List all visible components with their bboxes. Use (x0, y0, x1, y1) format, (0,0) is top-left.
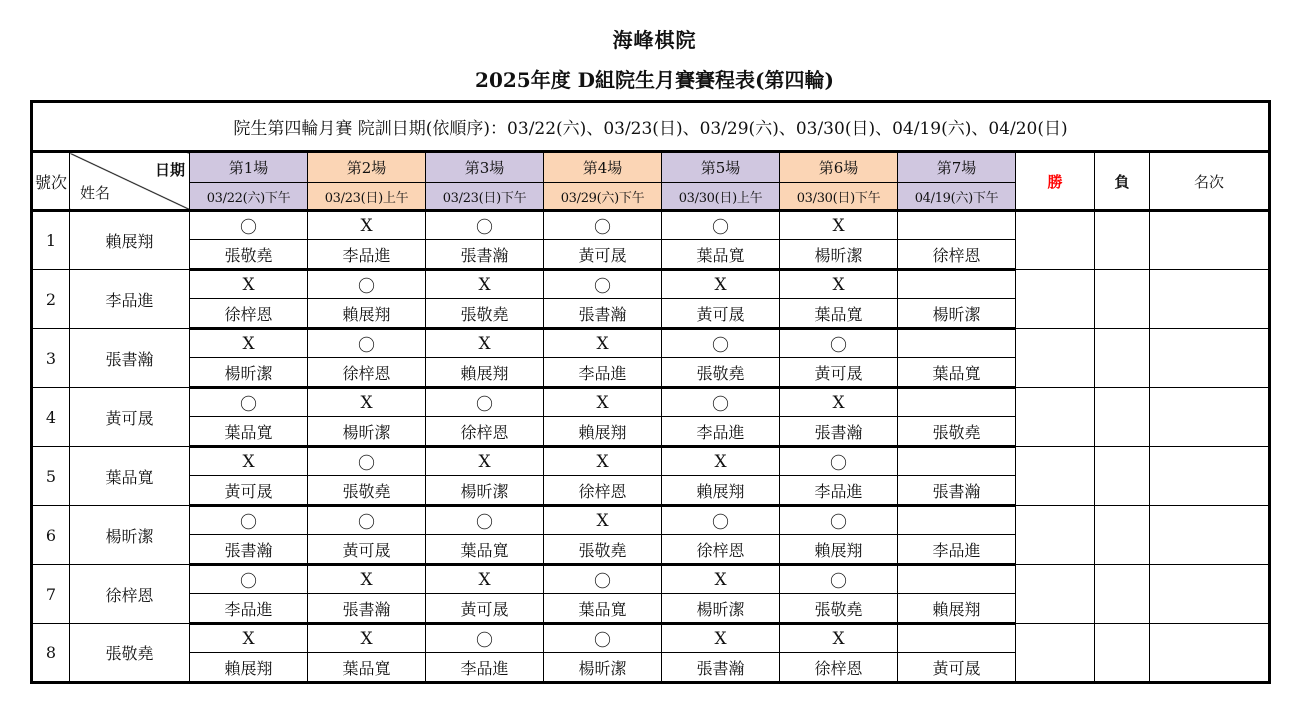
match-result (898, 211, 1016, 240)
player-result-row (32, 506, 1270, 535)
match-result: 〇 (662, 506, 780, 535)
opponent-name: 徐梓恩 (544, 476, 662, 506)
opponent-name: 張書瀚 (308, 594, 426, 624)
match-result: X (544, 447, 662, 476)
round-label: 第7場 (898, 152, 1016, 183)
opponent-name: 張敬堯 (662, 358, 780, 388)
match-result: X (662, 624, 780, 653)
round-label: 第3場 (426, 152, 544, 183)
match-result: X (308, 211, 426, 240)
match-result: 〇 (544, 624, 662, 653)
opponent-name: 李品進 (308, 240, 426, 270)
opponent-name: 葉品寬 (426, 535, 544, 565)
match-result: X (662, 447, 780, 476)
opponent-name: 賴展翔 (662, 476, 780, 506)
win-count (1016, 624, 1095, 683)
opponent-name: 徐梓恩 (898, 240, 1016, 270)
schedule-table (30, 100, 1271, 684)
round-date: 03/30(日)上午 (662, 183, 780, 211)
match-result: 〇 (308, 329, 426, 358)
match-result: 〇 (544, 211, 662, 240)
round-date: 03/30(日)下午 (780, 183, 898, 211)
opponent-name: 葉品寬 (662, 240, 780, 270)
match-result: 〇 (426, 624, 544, 653)
round-label: 第4場 (544, 152, 662, 183)
opponent-name: 葉品寬 (190, 417, 308, 447)
rank-value (1150, 447, 1270, 506)
match-result: X (780, 624, 898, 653)
opponent-name: 徐梓恩 (308, 358, 426, 388)
opponent-name: 黃可晟 (426, 594, 544, 624)
opponent-name: 賴展翔 (308, 299, 426, 329)
match-result: X (308, 624, 426, 653)
header-date: 日期 (154, 161, 185, 179)
player-number: 2 (32, 270, 70, 329)
player-number: 7 (32, 565, 70, 624)
round-date: 03/22(六)下午 (190, 183, 308, 211)
lose-count (1095, 270, 1150, 329)
match-result: 〇 (544, 270, 662, 299)
player-result-row (32, 447, 1270, 476)
match-result (898, 506, 1016, 535)
opponent-name: 葉品寬 (898, 358, 1016, 388)
win-count (1016, 565, 1095, 624)
match-result: X (426, 565, 544, 594)
player-result-row (32, 624, 1270, 653)
header-lose: 負 (1095, 152, 1150, 211)
match-result (898, 329, 1016, 358)
opponent-name: 黃可晟 (308, 535, 426, 565)
lose-count (1095, 329, 1150, 388)
match-result (898, 270, 1016, 299)
win-count (1016, 270, 1095, 329)
match-result: X (426, 447, 544, 476)
match-result: 〇 (780, 506, 898, 535)
match-result (898, 624, 1016, 653)
win-count (1016, 211, 1095, 270)
opponent-name: 黃可晟 (544, 240, 662, 270)
round-label: 第2場 (308, 152, 426, 183)
match-result: X (780, 388, 898, 417)
round-label: 第6場 (780, 152, 898, 183)
header-date-name-cell (70, 152, 190, 211)
rank-value (1150, 388, 1270, 447)
player-result-row (32, 565, 1270, 594)
lose-count (1095, 447, 1150, 506)
round-label: 第5場 (662, 152, 780, 183)
player-number: 5 (32, 447, 70, 506)
match-result: X (190, 329, 308, 358)
player-name: 徐梓恩 (70, 565, 190, 624)
match-result: X (426, 270, 544, 299)
match-result (898, 565, 1016, 594)
header-name: 姓名 (80, 184, 111, 202)
player-name: 李品進 (70, 270, 190, 329)
match-result: X (308, 388, 426, 417)
header-number: 號次 (32, 152, 70, 211)
lose-count (1095, 565, 1150, 624)
match-result: 〇 (308, 447, 426, 476)
opponent-name: 葉品寬 (544, 594, 662, 624)
match-result: 〇 (426, 506, 544, 535)
match-result: X (662, 565, 780, 594)
player-result-row (32, 329, 1270, 358)
player-number: 3 (32, 329, 70, 388)
rank-value (1150, 329, 1270, 388)
opponent-name: 張敬堯 (898, 417, 1016, 447)
player-number: 1 (32, 211, 70, 270)
match-result: 〇 (190, 388, 308, 417)
opponent-name: 張書瀚 (426, 240, 544, 270)
match-result: X (308, 565, 426, 594)
opponent-name: 黃可晟 (780, 358, 898, 388)
opponent-name: 李品進 (780, 476, 898, 506)
match-result: 〇 (662, 329, 780, 358)
opponent-name: 黃可晟 (190, 476, 308, 506)
win-count (1016, 388, 1095, 447)
player-result-row (32, 388, 1270, 417)
opponent-name: 楊昕潔 (662, 594, 780, 624)
match-result: 〇 (544, 565, 662, 594)
win-count (1016, 447, 1095, 506)
match-result: 〇 (780, 329, 898, 358)
opponent-name: 賴展翔 (544, 417, 662, 447)
win-count (1016, 506, 1095, 565)
opponent-name: 張敬堯 (308, 476, 426, 506)
opponent-name: 張敬堯 (190, 240, 308, 270)
opponent-name: 李品進 (426, 653, 544, 683)
player-name: 黃可晟 (70, 388, 190, 447)
round-label: 第1場 (190, 152, 308, 183)
opponent-name: 李品進 (662, 417, 780, 447)
opponent-name: 張敬堯 (780, 594, 898, 624)
opponent-name: 黃可晟 (898, 653, 1016, 683)
match-result: 〇 (190, 211, 308, 240)
page-subtitle: 2025年度 D組院生月賽賽程表(第四輪) (475, 68, 834, 92)
player-number: 6 (32, 506, 70, 565)
opponent-name: 徐梓恩 (780, 653, 898, 683)
lose-count (1095, 211, 1150, 270)
player-name: 張敬堯 (70, 624, 190, 683)
player-result-row (32, 211, 1270, 240)
opponent-name: 李品進 (898, 535, 1016, 565)
page-title: 海峰棋院 (612, 28, 697, 52)
opponent-name: 楊昕潔 (426, 476, 544, 506)
rank-value (1150, 506, 1270, 565)
rank-value (1150, 270, 1270, 329)
rank-value (1150, 624, 1270, 683)
opponent-name: 張書瀚 (190, 535, 308, 565)
opponent-name: 張書瀚 (544, 299, 662, 329)
lose-count (1095, 388, 1150, 447)
opponent-name: 賴展翔 (426, 358, 544, 388)
opponent-name: 張書瀚 (898, 476, 1016, 506)
match-result: 〇 (426, 211, 544, 240)
match-result: 〇 (308, 506, 426, 535)
match-result (898, 388, 1016, 417)
round-date: 04/19(六)下午 (898, 183, 1016, 211)
opponent-name: 葉品寬 (780, 299, 898, 329)
opponent-name: 楊昕潔 (308, 417, 426, 447)
opponent-name: 張書瀚 (780, 417, 898, 447)
player-result-row (32, 270, 1270, 299)
opponent-name: 張敬堯 (544, 535, 662, 565)
opponent-name: 楊昕潔 (898, 299, 1016, 329)
match-result: 〇 (190, 506, 308, 535)
opponent-name: 徐梓恩 (426, 417, 544, 447)
opponent-name: 徐梓恩 (662, 535, 780, 565)
player-name: 楊昕潔 (70, 506, 190, 565)
match-result: X (190, 270, 308, 299)
match-result: 〇 (662, 388, 780, 417)
header-rank: 名次 (1150, 152, 1270, 211)
player-name: 賴展翔 (70, 211, 190, 270)
rank-value (1150, 211, 1270, 270)
match-result: 〇 (426, 388, 544, 417)
lose-count (1095, 624, 1150, 683)
round-date: 03/29(六)下午 (544, 183, 662, 211)
player-number: 8 (32, 624, 70, 683)
match-result: X (780, 270, 898, 299)
round-date: 03/23(日)下午 (426, 183, 544, 211)
header-win: 勝 (1016, 152, 1095, 211)
match-result: 〇 (308, 270, 426, 299)
match-result: X (544, 506, 662, 535)
match-result: X (544, 388, 662, 417)
match-result: X (426, 329, 544, 358)
match-result: 〇 (190, 565, 308, 594)
notice-text: 院生第四輪月賽 院訓日期(依順序)：03/22(六)、03/23(日)、03/29(六)、03/30(日)、04/19(六)、04/20(日) (32, 102, 1270, 152)
opponent-name: 葉品寬 (308, 653, 426, 683)
match-result (898, 447, 1016, 476)
match-result: 〇 (662, 211, 780, 240)
opponent-name: 楊昕潔 (780, 240, 898, 270)
opponent-name: 張書瀚 (662, 653, 780, 683)
opponent-name: 李品進 (544, 358, 662, 388)
match-result: X (190, 447, 308, 476)
opponent-name: 徐梓恩 (190, 299, 308, 329)
opponent-name: 賴展翔 (190, 653, 308, 683)
player-number: 4 (32, 388, 70, 447)
opponent-name: 楊昕潔 (190, 358, 308, 388)
match-result: X (780, 211, 898, 240)
match-result: 〇 (780, 447, 898, 476)
player-name: 張書瀚 (70, 329, 190, 388)
match-result: 〇 (780, 565, 898, 594)
opponent-name: 黃可晟 (662, 299, 780, 329)
round-date: 03/23(日)上午 (308, 183, 426, 211)
match-result: X (544, 329, 662, 358)
opponent-name: 張敬堯 (426, 299, 544, 329)
lose-count (1095, 506, 1150, 565)
player-name: 葉品寬 (70, 447, 190, 506)
opponent-name: 李品進 (190, 594, 308, 624)
rank-value (1150, 565, 1270, 624)
opponent-name: 楊昕潔 (544, 653, 662, 683)
match-result: X (662, 270, 780, 299)
match-result: X (190, 624, 308, 653)
win-count (1016, 329, 1095, 388)
opponent-name: 賴展翔 (780, 535, 898, 565)
opponent-name: 賴展翔 (898, 594, 1016, 624)
